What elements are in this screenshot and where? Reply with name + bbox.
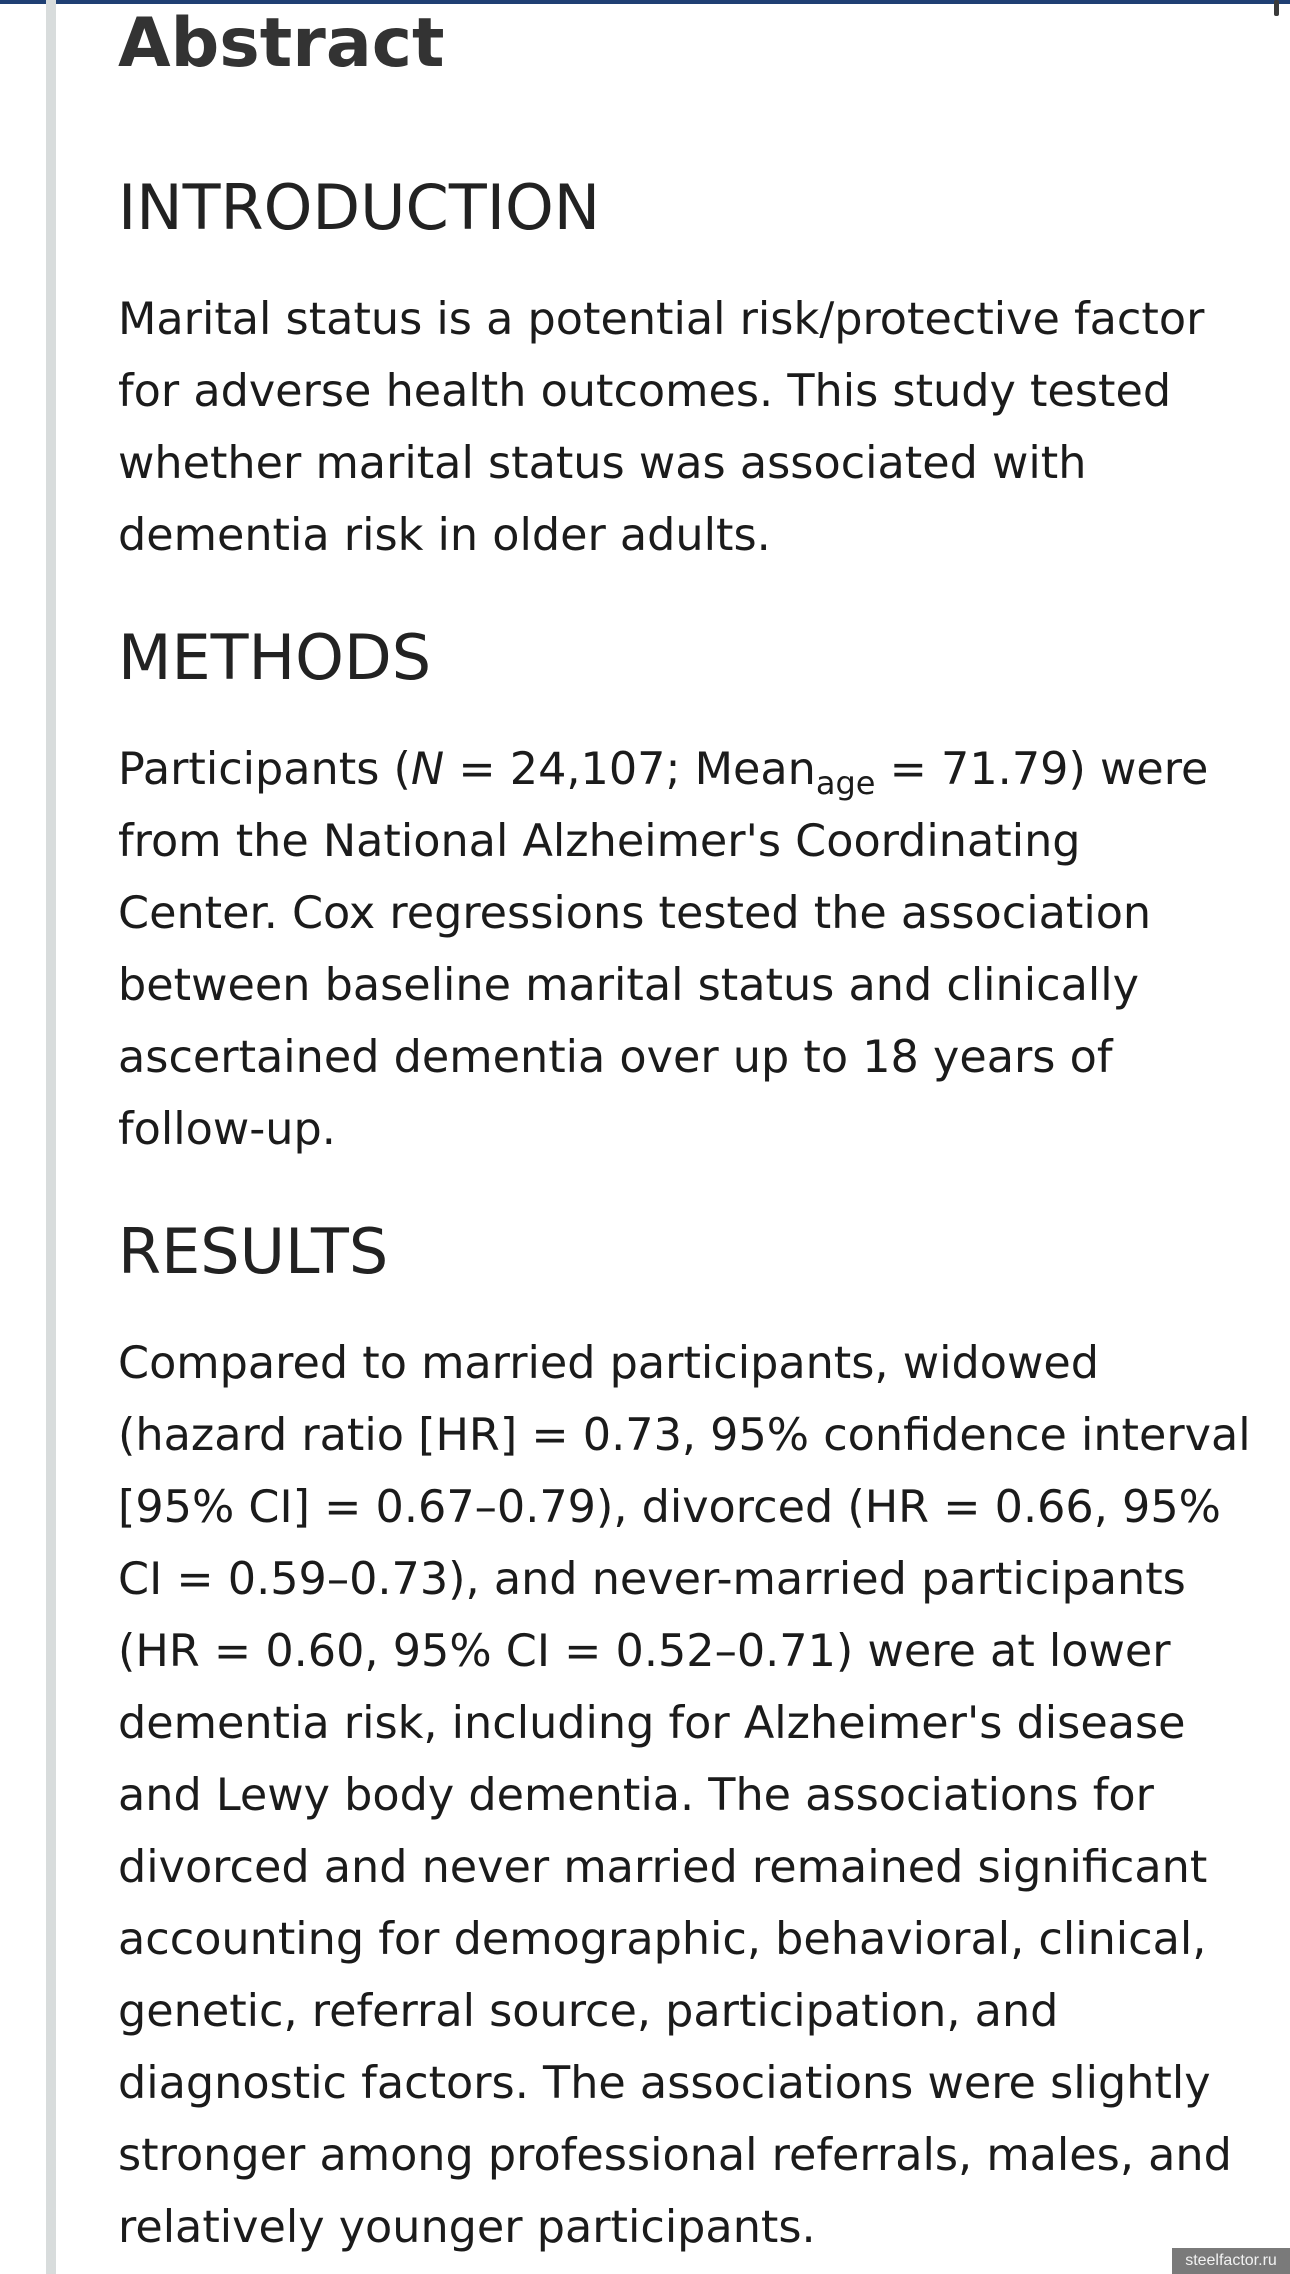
scrollbar-thumb[interactable] [1274,0,1279,16]
results-line: diagnostic factors. The associations were slightly [118,2058,1211,2109]
sample-size-symbol: N [410,744,445,795]
results-line: stronger among professional referrals, males, and [118,2130,1232,2181]
results-line: Compared to married participants, widowed [118,1338,1099,1389]
methods-text: = 71.79) were [875,744,1209,795]
results-line: accounting for demographic, behavioral, clinical, [118,1914,1207,1965]
methods-heading: METHODS [118,621,432,694]
introduction-line: Marital status is a potential risk/protective factor [118,294,1205,345]
methods-line [118,734,1248,806]
introduction-line: for adverse health outcomes. This study tested [118,366,1172,417]
results-line: (HR = 0.60, 95% CI = 0.52–0.71) were at lower [118,1626,1171,1677]
methods-text: = 24,107; Mean [444,744,816,795]
abstract-title: Abstract [118,4,445,83]
watermark-badge: steelfactor.ru [1172,2248,1290,2274]
methods-line: Center. Cox regressions tested the association [118,888,1152,939]
results-line: [95% CI] = 0.67–0.79), divorced (HR = 0.66, 95% [118,1482,1221,1533]
methods-text: Participants ( [118,744,411,795]
methods-line: between baseline marital status and clinically [118,960,1139,1011]
results-line: relatively younger participants. [118,2202,816,2253]
mean-age-subscript: age [815,764,876,802]
introduction-paragraph [118,284,1248,572]
results-line: dementia risk, including for Alzheimer's disease [118,1698,1186,1749]
introduction-line: whether marital status was associated with [118,438,1087,489]
introduction-line: dementia risk in older adults. [118,510,771,561]
results-line: and Lewy body dementia. The associations for [118,1770,1154,1821]
methods-paragraph [118,734,1248,1166]
methods-line: ascertained dementia over up to 18 years of [118,1032,1113,1083]
left-border-rule [46,0,56,2274]
results-line: (hazard ratio [HR] = 0.73, 95% confidence interval [118,1410,1251,1461]
methods-line: from the National Alzheimer's Coordinating [118,816,1081,867]
results-line: divorced and never married remained significant [118,1842,1208,1893]
results-line: CI = 0.59–0.73), and never-married participants [118,1554,1186,1605]
methods-line: follow-up. [118,1104,336,1155]
results-heading: RESULTS [118,1215,389,1288]
introduction-heading: INTRODUCTION [118,171,601,244]
results-line: genetic, referral source, participation, and [118,1986,1059,2037]
